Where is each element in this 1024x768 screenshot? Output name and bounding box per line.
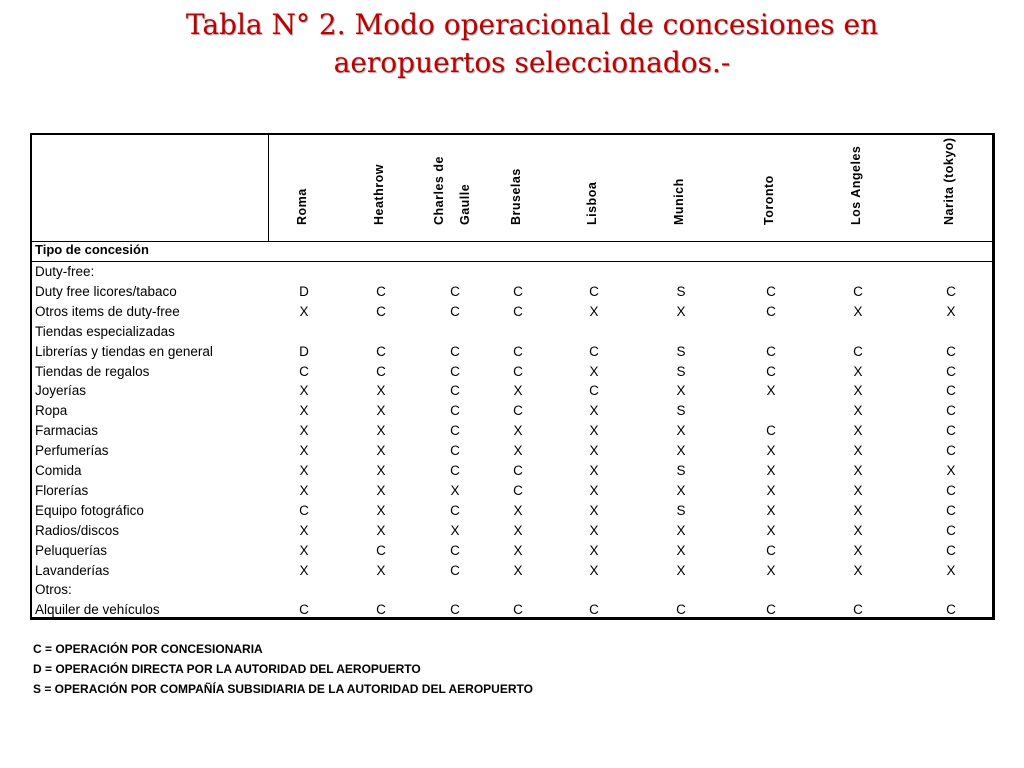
table-cell: C — [376, 283, 386, 299]
table-cell: C — [853, 602, 863, 618]
table-row — [32, 561, 992, 581]
table-cell: X — [853, 502, 863, 518]
table-cell: X — [299, 403, 309, 419]
table-cell: X — [853, 403, 863, 419]
table-cell: C — [766, 423, 776, 439]
table-cell: C — [376, 343, 386, 359]
table-cell: X — [376, 562, 386, 578]
column-header-label: Heathrow — [372, 164, 386, 225]
table-row — [32, 381, 992, 401]
row-label: Ropa — [35, 403, 68, 419]
table-cell: C — [450, 602, 460, 618]
table-cell: C — [589, 343, 599, 359]
table-cell: X — [376, 522, 386, 538]
table-cell: X — [299, 522, 309, 538]
table-cell: C — [299, 602, 309, 618]
table-cell: X — [513, 522, 523, 538]
table-cell: C — [450, 403, 460, 419]
table-cell: C — [376, 542, 386, 558]
table-row — [32, 302, 992, 322]
column-header-label: Roma — [295, 188, 309, 225]
table-cell: X — [676, 542, 686, 558]
table-cell: X — [766, 463, 776, 478]
row-label: Tiendas de regalos — [35, 363, 150, 379]
table-cell: D — [299, 343, 309, 359]
row-label: Equipo fotográfico — [35, 502, 144, 518]
table-cell: X — [376, 403, 386, 419]
table-cell: C — [450, 463, 460, 478]
table-cell: X — [589, 443, 599, 459]
table-cell: X — [299, 562, 309, 578]
header-divider — [32, 241, 992, 242]
table-cell: X — [299, 463, 309, 478]
table-cell: C — [450, 443, 460, 459]
table-cell: C — [376, 303, 386, 319]
table-cell: C — [513, 343, 523, 359]
table-cell: X — [513, 383, 523, 399]
table-cell: C — [589, 283, 599, 299]
table-cell: C — [766, 602, 776, 618]
column-header-label: Charles de — [432, 156, 446, 225]
table-row — [32, 481, 992, 501]
table-row — [32, 501, 992, 521]
table-cell: C — [376, 602, 386, 618]
table-cell: X — [766, 482, 776, 498]
table-cell: X — [299, 383, 309, 399]
table-cell: X — [589, 403, 599, 419]
column-header-toronto — [762, 139, 776, 239]
table-cell: C — [766, 363, 776, 379]
table-row — [32, 600, 992, 620]
column-header-heathrow — [372, 139, 386, 239]
table-cell: X — [589, 522, 599, 538]
table-cell: C — [450, 542, 460, 558]
table-cell: S — [676, 363, 686, 379]
table-cell: X — [853, 562, 863, 578]
table-cell: C — [853, 343, 863, 359]
table-cell: C — [946, 443, 956, 459]
column-header-label: Los Angeles — [849, 145, 863, 225]
table-cell: C — [589, 383, 599, 399]
table-cell: C — [946, 482, 956, 498]
table-cell: S — [676, 502, 686, 518]
table-cell: X — [853, 522, 863, 538]
table-cell: C — [946, 602, 956, 618]
table-cell: C — [450, 502, 460, 518]
table-cell: X — [589, 482, 599, 498]
table-cell: C — [946, 403, 956, 419]
row-label: Duty free licores/tabaco — [35, 283, 177, 299]
legend-line: C = OPERACIÓN POR CONCESIONARIA — [33, 642, 263, 656]
table-cell: C — [766, 283, 776, 299]
table-row — [32, 441, 992, 461]
column-header-label: Narita (tokyo) — [942, 137, 956, 225]
table-cell: X — [589, 303, 599, 319]
column-header-lisboa — [585, 139, 599, 239]
table-cell: X — [589, 463, 599, 478]
column-header-narita-tokyo — [942, 137, 956, 239]
table-row — [32, 580, 992, 600]
table-row — [32, 322, 992, 342]
table-cell: X — [589, 363, 599, 379]
table-cell: X — [513, 443, 523, 459]
table-cell: C — [589, 602, 599, 618]
table-cell: X — [513, 562, 523, 578]
table-cell: X — [589, 562, 599, 578]
table-cell: X — [589, 502, 599, 518]
legend-line: D = OPERACIÓN DIRECTA POR LA AUTORIDAD DEL AEROPUERTO — [33, 662, 421, 676]
table-cell: X — [766, 562, 776, 578]
table-cell: X — [853, 542, 863, 558]
table-cell: X — [766, 383, 776, 399]
table-cell: C — [946, 383, 956, 399]
table-cell: X — [676, 383, 686, 399]
table-cell: X — [853, 463, 863, 478]
table-cell: X — [513, 423, 523, 439]
table-cell: C — [513, 602, 523, 618]
row-label: Florerías — [35, 482, 89, 498]
table-cell: C — [766, 303, 776, 319]
table-cell: X — [853, 383, 863, 399]
table-cell: C — [450, 562, 460, 578]
table-cell: C — [946, 423, 956, 439]
table-row — [32, 521, 992, 541]
table-cell: X — [853, 443, 863, 459]
table-row — [32, 342, 992, 362]
column-header-label: Bruselas — [509, 168, 523, 225]
table-cell: X — [676, 482, 686, 498]
table-row — [32, 401, 992, 421]
column-header-gaulle — [458, 139, 472, 239]
table-cell: C — [450, 363, 460, 379]
legend-line: S = OPERACIÓN POR COMPAÑÍA SUBSIDIARIA DE LA AUTORIDAD DEL AEROPUERTO — [33, 682, 533, 696]
table-cell: X — [946, 303, 956, 319]
table-cell: C — [946, 542, 956, 558]
row-label: Duty-free: — [35, 264, 95, 279]
row-label: Radios/discos — [35, 522, 120, 538]
title-line-2: aeropuertos seleccionados.- — [333, 46, 731, 79]
table-cell: C — [299, 502, 309, 518]
table-cell: X — [766, 522, 776, 538]
column-header-label: Munich — [672, 178, 686, 225]
table-cell: X — [589, 542, 599, 558]
table-cell: X — [946, 463, 956, 478]
row-label: Farmacias — [35, 423, 99, 439]
table-cell: X — [299, 443, 309, 459]
table-cell: C — [946, 502, 956, 518]
row-label: Otros: — [35, 582, 72, 598]
row-label: Comida — [35, 463, 82, 478]
slide-title — [0, 6, 1024, 82]
table-cell: C — [513, 283, 523, 299]
table-row — [32, 262, 992, 282]
concessions-table — [30, 133, 995, 620]
table-cell: X — [853, 482, 863, 498]
table-row — [32, 461, 992, 481]
table-cell: X — [376, 423, 386, 439]
table-cell: X — [853, 363, 863, 379]
table-cell: X — [853, 423, 863, 439]
table-row — [32, 282, 992, 302]
table-cell: X — [676, 522, 686, 538]
table-cell: C — [450, 283, 460, 299]
table-cell: C — [513, 303, 523, 319]
row-label: Otros items de duty-free — [35, 303, 180, 319]
table-cell: S — [676, 283, 686, 299]
row-label: Alquiler de vehículos — [35, 602, 160, 618]
column-header-los-angeles — [849, 139, 863, 239]
table-cell: D — [299, 283, 309, 299]
table-cell: X — [676, 303, 686, 319]
table-cell: X — [766, 443, 776, 459]
column-header-charles-de — [432, 139, 446, 239]
row-label: Tiendas especializadas — [35, 323, 175, 339]
row-label: Librerías y tiendas en general — [35, 343, 213, 359]
table-cell: X — [513, 502, 523, 518]
column-header-munich — [672, 139, 686, 239]
table-cell: C — [513, 482, 523, 498]
table-cell: C — [766, 343, 776, 359]
table-cell: C — [450, 343, 460, 359]
section-header-tipo-concesion: Tipo de concesión — [35, 242, 149, 257]
table-cell: C — [513, 403, 523, 419]
table-cell: X — [676, 562, 686, 578]
table-row — [32, 421, 992, 441]
table-cell: X — [376, 463, 386, 478]
title-line-1: Tabla N° 2. Modo operacional de concesiones en — [185, 8, 879, 41]
table-header-corner — [32, 135, 269, 241]
table-cell: X — [450, 522, 460, 538]
table-cell: C — [946, 522, 956, 538]
table-cell: X — [853, 303, 863, 319]
table-cell: S — [676, 403, 686, 419]
table-cell: C — [513, 463, 523, 478]
column-header-roma — [295, 139, 309, 239]
table-cell: X — [376, 482, 386, 498]
table-cell: X — [376, 502, 386, 518]
row-label: Perfumerías — [35, 443, 109, 459]
table-cell: X — [766, 502, 776, 518]
table-cell: C — [853, 283, 863, 299]
table-cell: X — [299, 303, 309, 319]
table-cell: C — [450, 383, 460, 399]
table-cell: C — [946, 343, 956, 359]
table-cell: X — [513, 542, 523, 558]
table-cell: C — [946, 283, 956, 299]
table-cell: X — [299, 542, 309, 558]
table-cell: S — [676, 463, 686, 478]
table-cell: S — [676, 343, 686, 359]
table-cell: C — [676, 602, 686, 618]
table-cell: X — [299, 423, 309, 439]
column-header-label: Toronto — [762, 175, 776, 225]
table-cell: C — [299, 363, 309, 379]
table-cell: C — [450, 423, 460, 439]
table-row — [32, 541, 992, 561]
column-header-label: Gaulle — [458, 183, 472, 225]
table-cell: C — [376, 363, 386, 379]
table-cell: C — [946, 363, 956, 379]
table-cell: X — [589, 423, 599, 439]
table-cell: C — [766, 542, 776, 558]
table-cell: X — [676, 443, 686, 459]
row-label: Peluquerías — [35, 542, 108, 558]
table-cell: X — [946, 562, 956, 578]
table-cell: X — [450, 482, 460, 498]
column-header-bruselas — [509, 139, 523, 239]
row-label: Lavanderías — [35, 562, 110, 578]
table-row — [32, 362, 992, 382]
table-cell: C — [450, 303, 460, 319]
row-label: Joyerías — [35, 383, 87, 399]
table-cell: X — [676, 423, 686, 439]
table-cell: X — [376, 383, 386, 399]
table-cell: X — [376, 443, 386, 459]
column-header-label: Lisboa — [585, 181, 599, 225]
table-cell: X — [299, 482, 309, 498]
table-cell: C — [513, 363, 523, 379]
